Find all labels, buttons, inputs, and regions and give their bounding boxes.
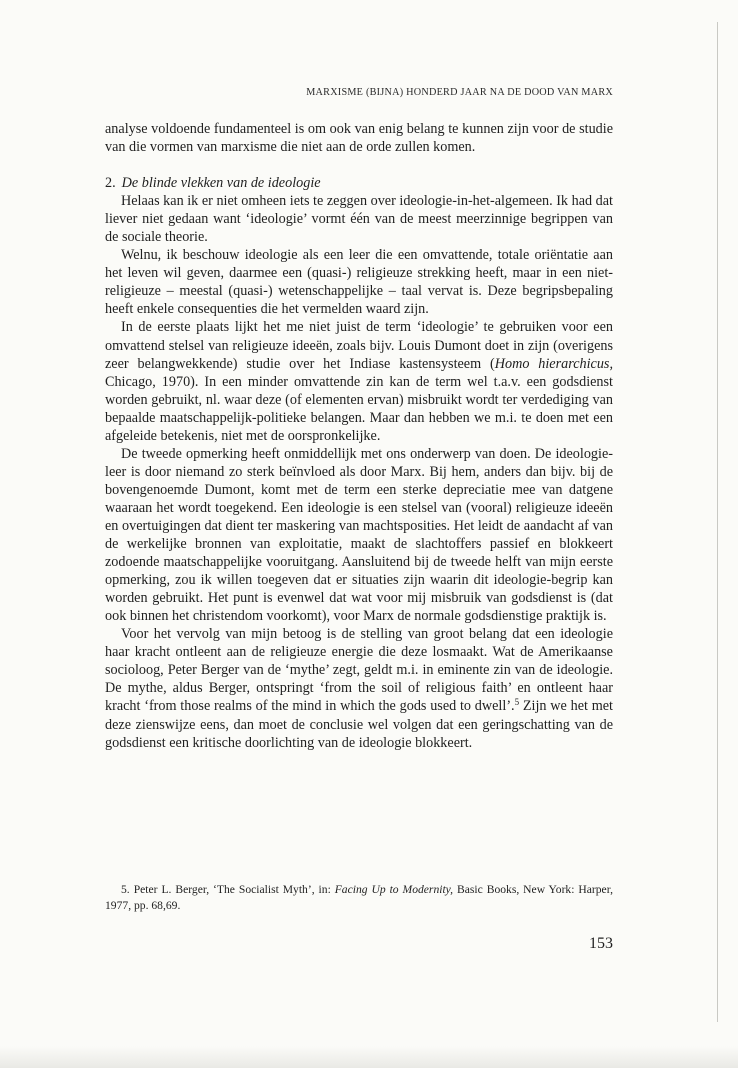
- footnote-number: 5.: [121, 883, 130, 896]
- footnote-text: Basic Books, New York: Harper, 1977, pp. 68,69.: [105, 883, 613, 912]
- footnote: [105, 882, 613, 914]
- paragraph: [105, 625, 613, 751]
- body-text: [105, 120, 613, 752]
- paragraph: Welnu, ik beschouw ideologie als een leer die een omvattende, totale oriëntatie aan het leven wil geven, daarmee een (quasi-) religieuze strekking heeft, maar in een niet-religieuze – meestal (quasi-) wetenschappelijke – taal vervat is. Deze begripsbepaling heeft enkele consequenties die het vermelden waard zijn.: [105, 247, 613, 318]
- page-edge-line: [717, 22, 718, 1022]
- paragraph-text: In de eerste plaats lijkt het me niet juist de term ‘ideologie’ te gebruiken voor een omvattend stelsel van religieuze ideeën, zoals bijv. Louis Dumont doet in zijn (overigens zeer belangwekkende) studie over het Indiase kastensysteem (: [105, 319, 613, 372]
- section-heading: [105, 174, 613, 192]
- page-number: 153: [589, 935, 613, 952]
- paragraph-text: Zijn we het met deze zienswijze eens, dan moet de conclusie wel volgen dat een geringschatting van de godsdienst een kritische doorlichting van de ideologie blokkeert.: [105, 698, 613, 751]
- paragraph-continuation: analyse voldoende fundamenteel is om ook van enig belang te kunnen zijn voor de studie van die vormen van marxisme die niet aan de orde zullen komen.: [105, 121, 613, 156]
- paragraph: [105, 318, 613, 444]
- footnote-book-title: Facing Up to Modernity,: [334, 883, 454, 896]
- section-title: De blinde vlekken van de ideologie: [121, 175, 321, 192]
- footnote-marker: 5: [514, 697, 520, 708]
- section-number: 2.: [105, 175, 116, 192]
- paragraph-text: Chicago, 1970). In een minder omvattende zin kan de term wel t.a.v. een godsdienst worden gebruikt, nl. waar deze (of elementen ervan) misbruikt wordt ter verdediging van bepaalde maatschappelijk-politieke belangen. Maar dan hebben we m.i. te doen met een afgeleide betekenis, niet met de oorspronkelijke.: [105, 373, 613, 444]
- paragraph: De tweede opmerking heeft onmiddellijk met ons onderwerp van doen. De ideologie-leer is door niemand zo sterk beïnvloed als door Marx. Bij hem, anders dan bijv. bij de bovengenoemde Dumont, komt met de term een sterke depreciatie mee van datgene waaraan het wordt toegekend. Een ideologie is een stelsel van (vooral) religieuze ideeën en overtuigingen dat dient ter maskering van machtsposities. Het leidt de aandacht af van de werkelijke bronnen van exploitatie, maakt de slachtoffers passief en blokkeert zodoende maatschappelijke vooruitgang. Aansluitend bij de tweede helft van mijn eerste opmerking, zou ik willen toegeven dat er situaties zijn waarin dit ideologie-begrip kan worden gebruikt. Het punt is evenwel dat wat voor mij misbruik van godsdienst is (dat ook binnen het christendom voorkomt), voor Marx de normale godsdienstige praktijk is.: [105, 445, 613, 625]
- paragraph-text: Voor het vervolg van mijn betoog is de stelling van groot belang dat een ideologie haar kracht ontleent aan de religieuze energie die deze losmaakt. Wat de Amerikaanse socioloog, Peter Berger van de ‘mythe’ zegt, geldt m.i. in eminente zin van de ideologie. De mythe, aldus Berger, ontspringt ‘from the soil of religious faith’ en ontleent haar kracht ‘from those realms of the mind in which the gods used to dwell’.: [105, 626, 613, 715]
- scan-bottom-shadow: [0, 1046, 738, 1068]
- running-head: MARXISME (BIJNA) HONDERD JAAR NA DE DOOD VAN MARX: [306, 87, 613, 98]
- footnote-text: Peter L. Berger, ‘The Socialist Myth’, in:: [133, 883, 335, 896]
- paragraph: Helaas kan ik er niet omheen iets te zeggen over ideologie-in-het-algemeen. Ik had dat liever niet gedaan want ‘ideologie’ vormt één van de meest meerzinnige begrippen van de sociale theorie.: [105, 193, 613, 246]
- book-title: Homo hierarchicus,: [494, 355, 614, 372]
